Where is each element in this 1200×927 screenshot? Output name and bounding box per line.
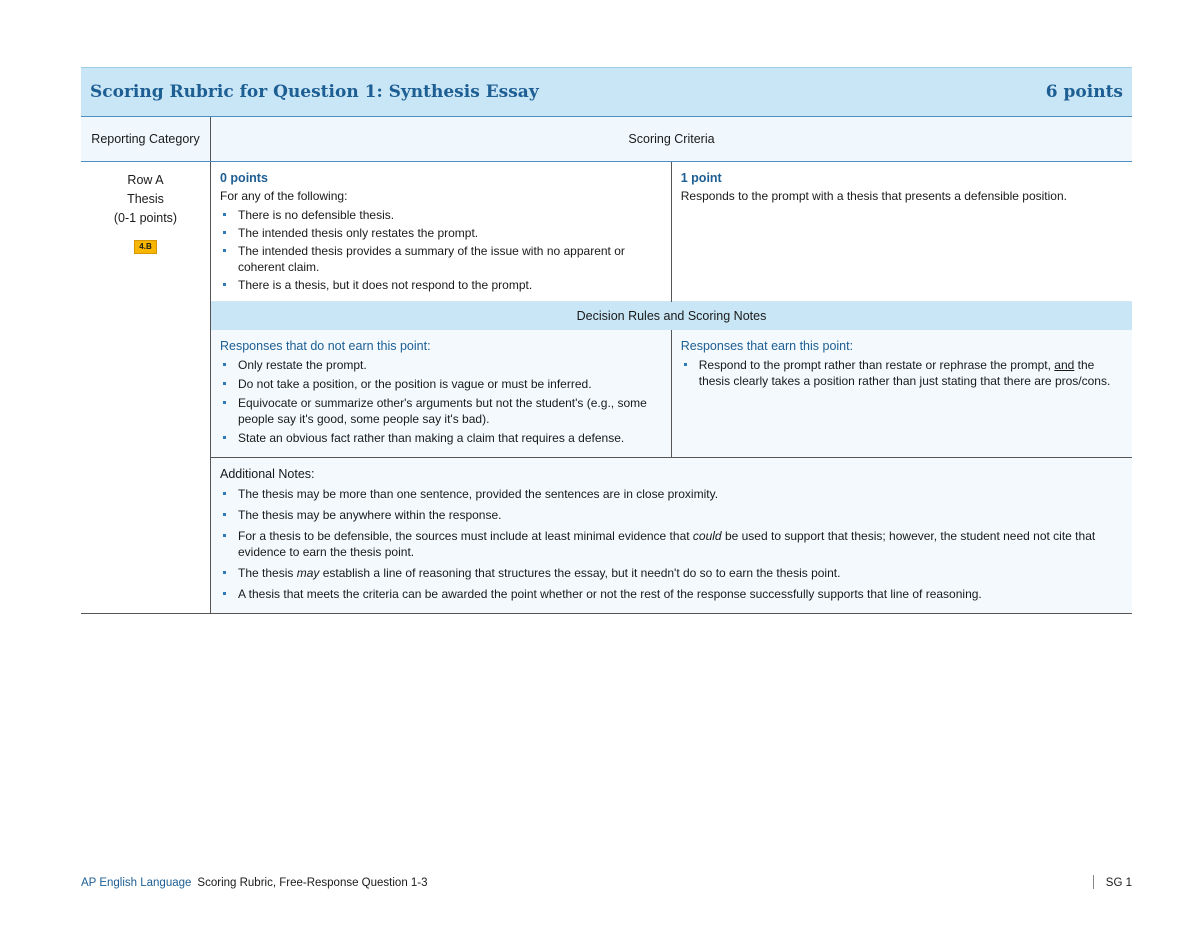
- scoring-criteria-header: Scoring Criteria: [211, 117, 1133, 162]
- row-label: Thesis: [127, 192, 164, 206]
- row-range: (0-1 points): [113, 211, 178, 225]
- list-item: Do not take a position, or the position is vague or must be inferred.: [220, 376, 663, 392]
- zero-points-list: [220, 207, 663, 293]
- decision-rules-row: [81, 330, 1132, 458]
- additional-notes-row: [81, 458, 1132, 614]
- note3-b: be used to support that thesis; however, the student need not cite that evidence to earn the thesis point.: [238, 529, 1096, 559]
- additional-notes-title: Additional Notes:: [220, 467, 315, 481]
- note3-italic: could: [692, 529, 722, 543]
- page-footer: [81, 877, 1132, 889]
- list-item: There is no defensible thesis.: [220, 207, 663, 223]
- decision-rules-title: Decision Rules and Scoring Notes: [211, 302, 1133, 331]
- footer-course: AP English Language: [81, 877, 192, 889]
- list-item: The thesis may be more than one sentence, provided the sentences are in close proximity.: [220, 486, 1124, 502]
- category-cell: [81, 162, 211, 614]
- additional-notes-list: [220, 486, 1124, 602]
- earn-cell: [671, 330, 1132, 458]
- list-item: [681, 357, 1124, 389]
- skill-badge: 4.B: [134, 240, 156, 254]
- zero-points-intro: For any of the following:: [220, 189, 348, 203]
- list-item: [220, 528, 1124, 560]
- rubric-title-bar: [81, 67, 1132, 117]
- earn-text-a: Respond to the prompt rather than restate or rephrase the prompt,: [698, 358, 1051, 372]
- rubric-page: [81, 67, 1132, 614]
- column-header-row: [81, 117, 1132, 162]
- list-item: Equivocate or summarize other's arguments but not the student's (e.g., some people say it's good, some people say it's bad).: [220, 395, 663, 427]
- one-point-cell: [671, 162, 1132, 302]
- list-item: A thesis that meets the criteria can be awarded the point whether or not the rest of the response successfully supports that line of reasoning.: [220, 586, 1124, 602]
- not-earn-list: [220, 357, 663, 446]
- criteria-row: [81, 162, 1132, 302]
- not-earn-heading: Responses that do not earn this point:: [220, 339, 431, 353]
- list-item: The intended thesis only restates the prompt.: [220, 225, 663, 241]
- rubric-table: [81, 117, 1132, 614]
- footer-divider: [1093, 875, 1094, 889]
- zero-points-label: 0 points: [220, 171, 268, 185]
- footer-doc: Scoring Rubric, Free-Response Question 1-3: [197, 877, 428, 889]
- list-item: The intended thesis provides a summary of the issue with no apparent or coherent claim.: [220, 243, 663, 275]
- note4-italic: may: [296, 566, 320, 580]
- list-item: The thesis may be anywhere within the response.: [220, 507, 1124, 523]
- reporting-category-header: Reporting Category: [81, 117, 211, 162]
- earn-list: [681, 357, 1124, 389]
- earn-heading: Responses that earn this point:: [680, 339, 854, 353]
- note3-a: For a thesis to be defensible, the sources must include at least minimal evidence that: [238, 529, 690, 543]
- page-number: SG 1: [1105, 877, 1132, 889]
- list-item: Only restate the prompt.: [220, 357, 663, 373]
- not-earn-cell: [211, 330, 672, 458]
- note4-b: establish a line of reasoning that structures the essay, but it needn't do so to earn the thesis point.: [322, 566, 841, 580]
- one-point-label: 1 point: [680, 171, 722, 185]
- zero-points-cell: [211, 162, 672, 302]
- row-name: Row A: [127, 173, 164, 187]
- additional-notes-cell: [211, 458, 1133, 614]
- decision-rules-header-row: [81, 302, 1132, 331]
- one-point-text: Responds to the prompt with a thesis that presents a defensible position.: [680, 189, 1067, 203]
- earn-text-underlined: and: [1054, 358, 1075, 372]
- rubric-title: Scoring Rubric for Question 1: Synthesis Essay: [90, 82, 539, 102]
- list-item: There is a thesis, but it does not respond to the prompt.: [220, 277, 663, 293]
- note4-a: The thesis: [238, 566, 294, 580]
- list-item: State an obvious fact rather than making a claim that requires a defense.: [220, 430, 663, 446]
- total-points: 6 points: [1045, 82, 1123, 102]
- earn-text-b: the thesis clearly takes a position rather than just stating that there are pros/cons.: [698, 358, 1111, 388]
- list-item: [220, 565, 1124, 581]
